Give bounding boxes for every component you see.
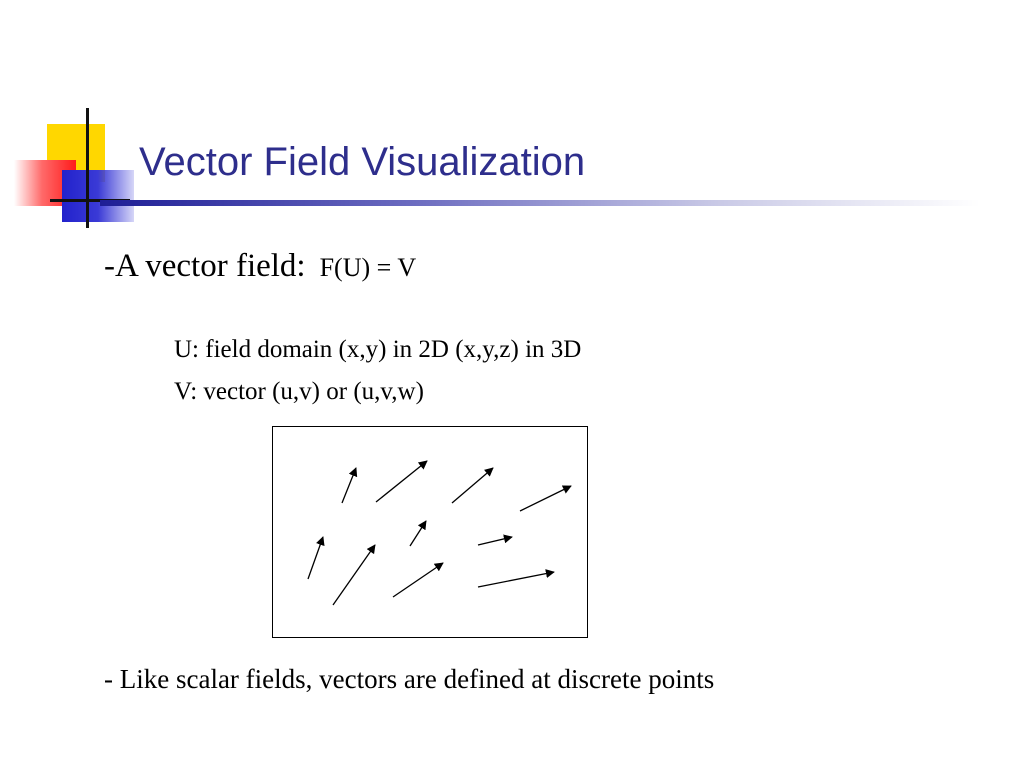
slide-title: Vector Field Visualization — [139, 140, 586, 184]
blue-square-decoration — [62, 170, 134, 222]
definition-label: -A vector field: — [104, 248, 306, 284]
vector-field-definition — [104, 248, 416, 285]
title-underline — [100, 200, 980, 206]
crosshair-vertical-line — [86, 108, 89, 228]
diagram-frame — [273, 427, 588, 638]
domain-description: U: field domain (x,y) in 2D (x,y,z) in 3D — [174, 336, 582, 363]
vector-field-diagram — [272, 426, 588, 638]
definition-formula: F(U) = V — [319, 253, 417, 282]
vector-description: V: vector (u,v) or (u,v,w) — [174, 378, 424, 405]
discrete-points-note: - Like scalar fields, vectors are defined at discrete points — [104, 664, 715, 694]
